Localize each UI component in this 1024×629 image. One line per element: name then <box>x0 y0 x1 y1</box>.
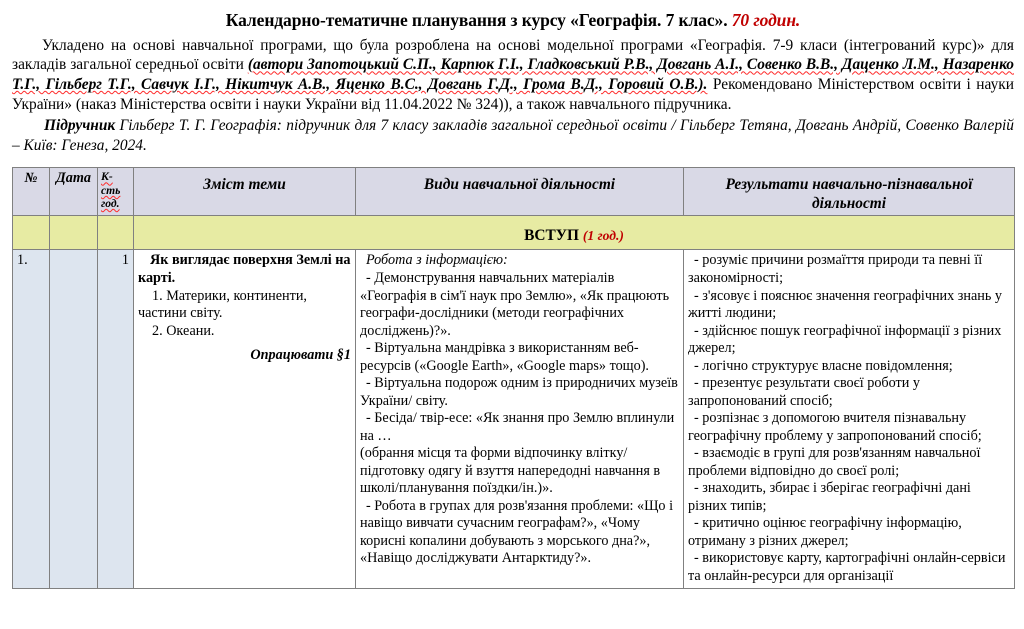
result-item: - здійснює пошук географічної інформації з різних джерел; <box>688 322 1002 357</box>
activity-item: - Робота в групах для розв'язання проблеми: «Що і навіщо вивчати сучасним географам?», «Чому корисні копалини добувають з морського дна?», «Навіщо досліджувати Антарктиду?». <box>360 497 674 567</box>
table-row <box>13 250 1015 588</box>
activities-heading: Робота з інформацією: <box>366 252 508 269</box>
result-item: - використовує карту, картографічні онлайн-сервіси та онлайн-ресурси для організації <box>688 550 1006 585</box>
table-body <box>13 216 1015 588</box>
result-item: - розпізнає з допомогою вчителя пізнавальну географічну проблему у запропонований спосіб; <box>688 410 982 444</box>
textbook-reference: Гільберг Т. Г. Географія: підручник для 7 класу закладів загальної середньої освіти / Гільберг Тетяна, Довгань Андрій, Совенко Валерій – Київ: Генеза, 2024. <box>12 116 1014 154</box>
activity-item: - Віртуальна подорож одним із природничих музеїв України/ світу. <box>360 375 678 409</box>
result-item: - з'ясовує і пояснює значення географічних знань у житті людини; <box>688 287 1002 322</box>
topic-assignment: Опрацювати §1 <box>250 347 351 364</box>
section-title-label: ВСТУП <box>524 226 580 244</box>
activity-item: - Бесіда/ твір-есе: «Як знання про Землю вплинули на … <box>360 410 675 444</box>
result-item: - презентує результати своєї роботи у запропонований спосіб; <box>688 375 920 409</box>
cell-row-number: 1. <box>13 250 50 588</box>
column-header-hours: К-сть год. <box>98 168 134 216</box>
result-item: - взаємодіє в групі для розв'язанням навчальної проблеми відповідно до своєї ролі; <box>688 445 981 479</box>
result-item: - розуміє причини розмаїття природи та певні її закономірності; <box>688 252 983 286</box>
page-title <box>12 10 1014 31</box>
section-row-date-cell <box>50 216 98 250</box>
textbook-label: Підручник <box>44 116 116 134</box>
column-header-results: Результати навчально-пізнавальної діяльності <box>684 168 1015 216</box>
result-item: - критично оцінює географічну інформацію, отриману з різних джерел; <box>688 515 962 549</box>
page-title-main: Календарно-тематичне планування з курсу «Географія. 7 клас». <box>225 10 728 30</box>
column-header-number: № <box>13 168 50 216</box>
intro-authors-list: (автори Запотоцький С.П., Карпюк Г.І., Гладковський Р.В., Довгань А.І., Совенко В.В., Даценко Л.М., Назаренко Т.Г., Гільберг Т.Г., Савчук І.Г., Нікитчук А.В., Яценко В.С., Довгань Г.Д., Грома В.Д., Горовий О.В.). <box>12 56 1014 94</box>
topic-title: Як виглядає поверхня Землі на карті. <box>138 252 351 286</box>
section-row-hours-cell <box>98 216 134 250</box>
result-item: - знаходить, збирає і зберігає географічні дані різних типів; <box>688 480 971 514</box>
column-header-activities: Види навчальної діяльності <box>356 168 684 216</box>
cell-row-date[interactable] <box>50 250 98 588</box>
section-title-cell <box>134 216 1015 250</box>
cell-results-content <box>684 250 1015 588</box>
topic-subitem-1: 1. Материки, континенти, частини світу. <box>138 287 307 322</box>
activity-item: - Віртуальна мандрівка з використанням веб-ресурсів («Google Earth», «Google maps» тощо). <box>360 340 649 374</box>
page-title-hours: 70 годин. <box>731 10 801 30</box>
column-header-date: Дата <box>50 168 98 216</box>
result-item: - логічно структурує власне повідомлення; <box>694 357 953 374</box>
section-row-number-cell <box>13 216 50 250</box>
calendar-thematic-plan-table <box>12 167 1015 588</box>
column-header-topic: Зміст теми <box>134 168 356 216</box>
topic-subitem-2: 2. Океани. <box>152 322 215 339</box>
section-title-hours: (1 год.) <box>582 227 624 243</box>
intro-paragraph-textbook <box>12 116 1014 156</box>
cell-row-hours: 1 <box>98 250 134 588</box>
activity-item: - Демонстрування навчальних матеріалів «Географія в сім'ї наук про Землю», «Як працюють географи-дослідники (методи географічних досліджень)?». <box>360 269 670 339</box>
intro-paragraph-program <box>12 36 1014 115</box>
cell-activities-content <box>356 250 684 588</box>
intro-text-b: Рекомендовано Міністерством освіти і науки України» (наказ Міністерства освіти і науки України від 11.04.2022 № 324)), а також навчального підручника. <box>12 76 1014 114</box>
activity-item: (обрання місця та форми відпочинку влітку/підготовку одягу й взуття напередодні навчання в школі/планування поїздки/ін.)». <box>360 445 661 497</box>
table-header <box>13 168 1015 216</box>
section-heading-row <box>13 216 1015 250</box>
cell-topic-content <box>134 250 356 588</box>
table-header-row <box>13 168 1015 216</box>
intro-text-a: Укладено на основі навчальної програми, що була розроблена на основі модельної програми «Географія. 7-9 класи (інтегрований курс)» для закладів загальної середньої освіти <box>12 36 1014 74</box>
